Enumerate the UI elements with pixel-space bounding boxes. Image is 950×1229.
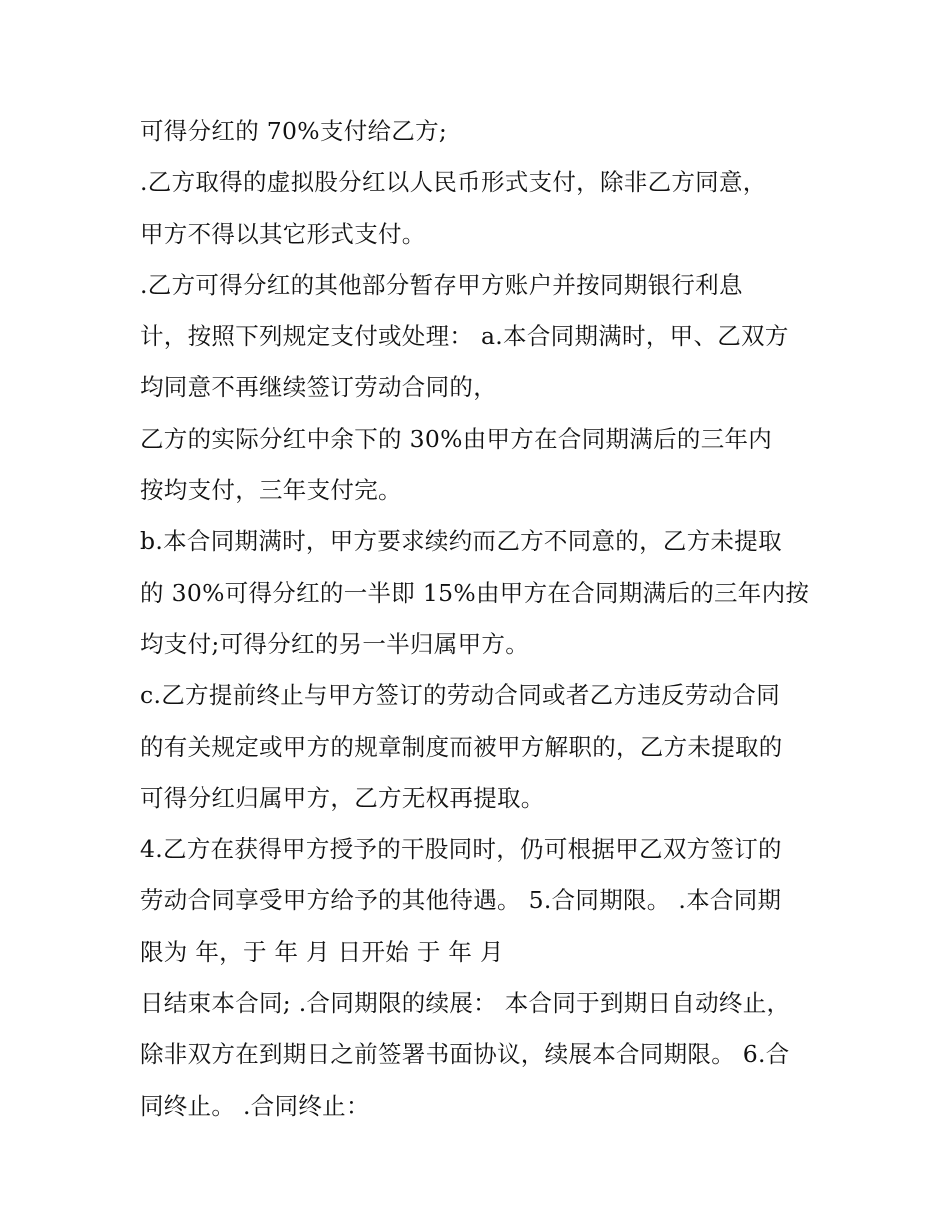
text-line: 日结束本合同; .合同期限的续展： 本合同于到期日自动终止， xyxy=(140,989,791,1018)
text-line: 除非双方在到期日之前签署书面协议，续展本合同期限。 6.合 xyxy=(140,1040,790,1069)
text-line: 4.乙方在获得甲方授予的干股同时，仍可根据甲乙双方签订的 xyxy=(140,835,782,864)
text-line: 限为 年，于 年 月 日开始 于 年 月 xyxy=(140,937,504,966)
text-line: 可得分红的 70%支付给乙方; xyxy=(140,117,448,145)
text-line: c.乙方提前终止与甲方签订的劳动合同或者乙方违反劳动合同 xyxy=(140,681,781,710)
text-line: b.本合同期满时，甲方要求续约而乙方不同意的，乙方未提取 xyxy=(140,527,782,556)
text-line: .乙方可得分红的其他部分暂存甲方账户并按同期银行利息 xyxy=(140,270,743,299)
text-line: 均同意不再继续签订劳动合同的， xyxy=(140,373,497,402)
contract-text-body xyxy=(140,106,830,1132)
text-line: 的 30%可得分红的一半即 15%由甲方在合同期满后的三年内按 xyxy=(140,578,810,607)
text-line: 按均支付，三年支付完。 xyxy=(140,476,402,505)
text-line: 乙方的实际分红中余下的 30%由甲方在合同期满后的三年内 xyxy=(140,424,773,453)
text-line: 均支付;可得分红的另一半归属甲方。 xyxy=(140,629,530,658)
text-line: 计，按照下列规定支付或处理： a.本合同期满时，甲、乙双方 xyxy=(140,322,789,351)
text-line: 可得分红归属甲方，乙方无权再提取。 xyxy=(140,783,545,812)
text-line: 劳动合同享受甲方给予的其他待遇。 5.合同期限。 .本合同期 xyxy=(140,886,782,915)
text-line: 的有关规定或甲方的规章制度而被甲方解职的，乙方未提取的 xyxy=(140,732,783,761)
text-line: .乙方取得的虚拟股分红以人民币形式支付，除非乙方同意， xyxy=(140,168,767,197)
text-line: 同终止。 .合同终止： xyxy=(140,1091,370,1120)
text-line: 甲方不得以其它形式支付。 xyxy=(140,219,426,248)
